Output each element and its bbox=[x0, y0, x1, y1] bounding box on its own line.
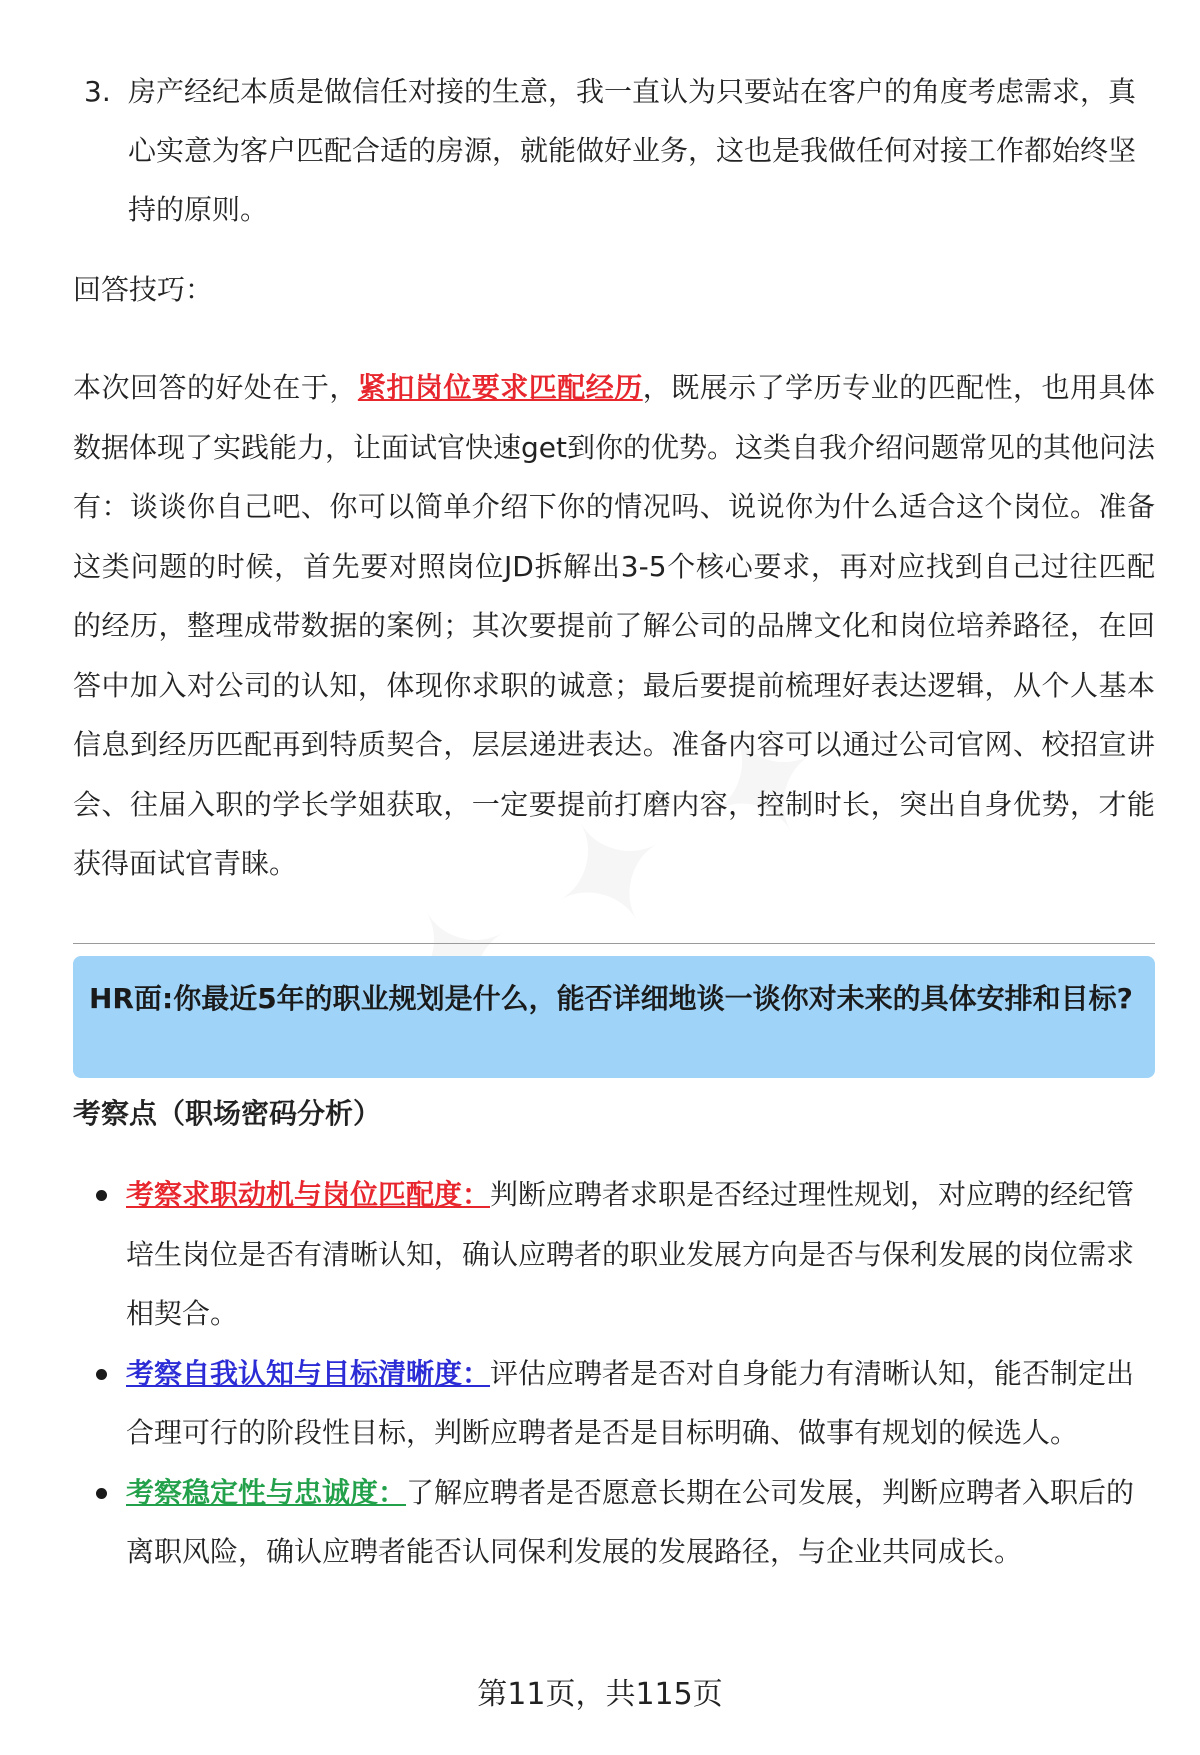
analysis-item-title: 考察自我认知与目标清晰度： bbox=[126, 1356, 491, 1390]
bullet-dot-icon bbox=[96, 1369, 107, 1380]
analysis-item-title: 考察稳定性与忠诚度： bbox=[126, 1475, 407, 1509]
tips-intro: 本次回答的好处在于， bbox=[73, 371, 358, 404]
question-box bbox=[73, 956, 1155, 1078]
list-item bbox=[96, 1344, 1156, 1463]
section-divider bbox=[73, 943, 1155, 944]
analysis-list bbox=[96, 1165, 1156, 1582]
question-text: HR面:你最近5年的职业规划是什么，能否详细地谈一谈你对未来的具体安排和目标? bbox=[89, 982, 1133, 1015]
analysis-item-text: 评估应聘者是否对自身能力有清晰认知，能否制定出合理可行的阶段性目标，判断应聘者是否是目标明确、做事有规划的候选人。 bbox=[126, 1356, 1135, 1449]
analysis-item-text: 了解应聘者是否愿意长期在公司发展，判断应聘者入职后的离职风险，确认应聘者能否认同保利发展的发展路径，与企业共同成长。 bbox=[126, 1475, 1135, 1568]
tips-emphasis: 紧扣岗位要求匹配经历 bbox=[357, 371, 643, 404]
bullet-dot-icon bbox=[96, 1488, 107, 1499]
tips-heading: 回答技巧： bbox=[73, 273, 214, 306]
item-number: 3. bbox=[84, 75, 111, 108]
analysis-item-text: 判断应聘者求职是否经过理性规划，对应聘的经纪管培生岗位是否有清晰认知，确认应聘者的职业发展方向是否与保利发展的岗位需求相契合。 bbox=[126, 1178, 1135, 1330]
tips-paragraph bbox=[73, 358, 1155, 894]
analysis-item-title: 考察求职动机与岗位匹配度： bbox=[126, 1178, 491, 1211]
bullet-dot-icon bbox=[96, 1190, 107, 1201]
analysis-heading: 考察点（职场密码分析） bbox=[73, 1097, 382, 1130]
numbered-item-3 bbox=[84, 62, 1154, 239]
list-item bbox=[96, 1463, 1156, 1582]
tips-body: ，既展示了学历专业的匹配性，也用具体数据体现了实践能力，让面试官快速get到你的优势。这类自我介绍问题常见的其他问法有：谈谈你自己吧、你可以简单介绍下你的情况吗、说说你为什么适合这个岗位。准备这类问题的时候，首先要对照岗位JD拆解出3-5个核心要求，再对应找到自己过往匹配的经历，整理成带数据的案例；其次要提前了解公司的品牌文化和岗位培养路径，在回答中加入对公司的认知，体现你求职的诚意；最后要提前梳理好表达逻辑，从个人基本信息到经历匹配再到特质契合，层层递进表达。准备内容可以通过公司官网、校招宣讲会、往届入职的学长学姐获取，一定要提前打磨内容，控制时长，突出自身优势，才能获得面试官青睐。 bbox=[73, 371, 1155, 880]
item-text: 房产经纪本质是做信任对接的生意，我一直认为只要站在客户的角度考虑需求，真心实意为客户匹配合适的房源，就能做好业务，这也是我做任何对接工作都始终坚持的原则。 bbox=[128, 75, 1137, 226]
list-item bbox=[96, 1165, 1156, 1344]
page-number: 第11页，共115页 bbox=[477, 1677, 723, 1712]
